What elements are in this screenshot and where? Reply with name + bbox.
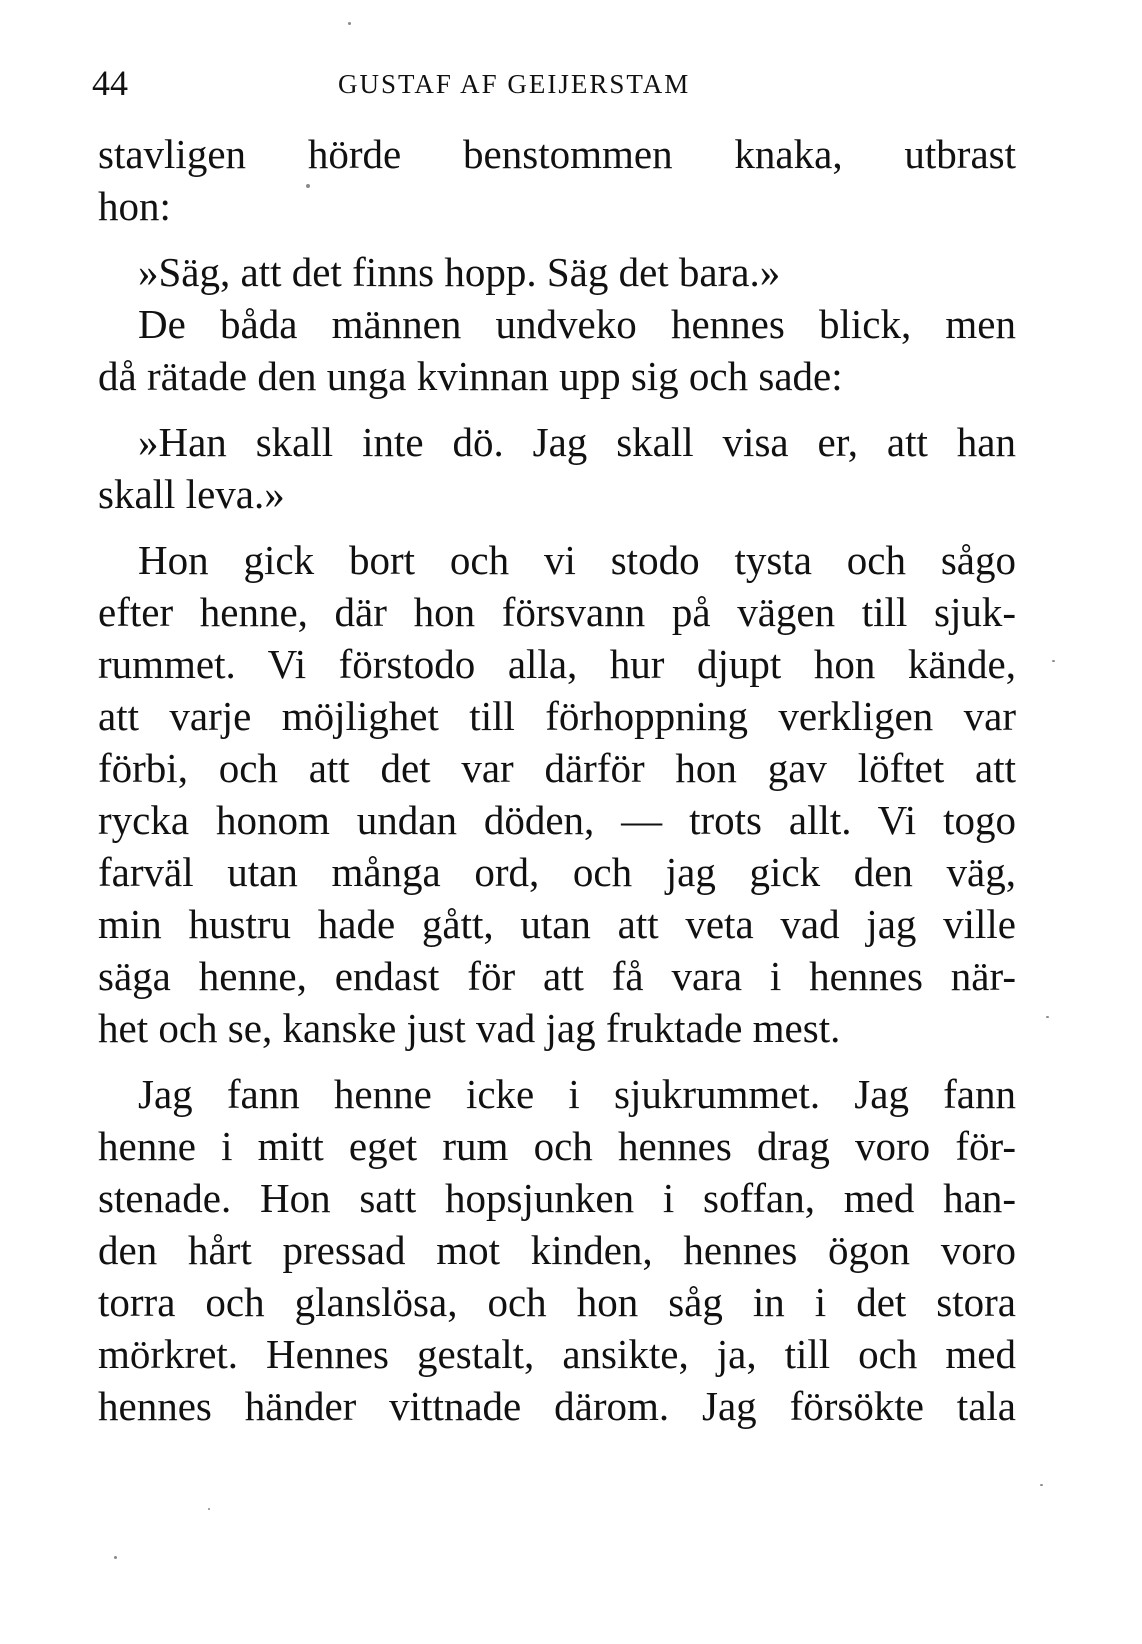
text-line: att varje möjlighet till förhoppning verkligen var	[98, 693, 1016, 739]
paper-speck	[348, 22, 351, 25]
text-line: säga henne, endast för att få vara i hennes när-	[98, 953, 1016, 999]
running-head: GUSTAF AF GEIJERSTAM	[338, 69, 691, 99]
paper-speck	[114, 1556, 117, 1559]
text-line: rummet. Vi förstodo alla, hur djupt hon kände,	[98, 641, 1016, 687]
page-number: 44	[92, 63, 128, 103]
text-line: hennes händer vittnade därom. Jag försökte tala	[98, 1383, 1016, 1429]
text-line: hon:	[98, 183, 171, 229]
paper-speck	[1046, 1016, 1049, 1018]
text-line: rycka honom undan döden, — trots allt. Vi togo	[98, 797, 1016, 843]
text-line: förbi, och att det var därför hon gav löftet att	[98, 745, 1016, 791]
paper-speck	[1052, 660, 1055, 662]
text-line: Hon gick bort och vi stodo tysta och sågo	[138, 537, 1016, 583]
paper-speck	[1040, 1484, 1043, 1486]
text-line: Jag fann henne icke i sjukrummet. Jag fann	[138, 1071, 1016, 1117]
text-line: mörkret. Hennes gestalt, ansikte, ja, till och med	[98, 1331, 1016, 1377]
text-line: efter henne, där hon försvann på vägen till sjuk-	[98, 589, 1016, 635]
text-line: het och se, kanske just vad jag fruktade mest.	[98, 1005, 841, 1051]
text-line: torra och glanslösa, och hon såg in i det stora	[98, 1279, 1016, 1325]
paper-speck	[306, 184, 310, 188]
text-line: skall leva.»	[98, 471, 285, 517]
text-line: farväl utan många ord, och jag gick den väg,	[98, 849, 1016, 895]
text-line: då rätade den unga kvinnan upp sig och sade:	[98, 353, 843, 399]
text-line: stenade. Hon satt hopsjunken i soffan, med han-	[98, 1175, 1016, 1221]
text-line: den hårt pressad mot kinden, hennes ögon voro	[98, 1227, 1016, 1273]
text-line: »Säg, att det finns hopp. Säg det bara.»	[138, 249, 781, 295]
text-line: »Han skall inte dö. Jag skall visa er, att han	[138, 419, 1016, 465]
text-line: henne i mitt eget rum och hennes drag voro för-	[98, 1123, 1016, 1169]
text-line: stavligen hörde benstommen knaka, utbrast	[98, 131, 1016, 177]
body-text	[98, 128, 1016, 1432]
text-line: De båda männen undveko hennes blick, men	[138, 301, 1016, 347]
paper-speck	[208, 1508, 210, 1510]
text-line: min hustru hade gått, utan att veta vad jag ville	[98, 901, 1016, 947]
page-header	[92, 58, 1020, 108]
